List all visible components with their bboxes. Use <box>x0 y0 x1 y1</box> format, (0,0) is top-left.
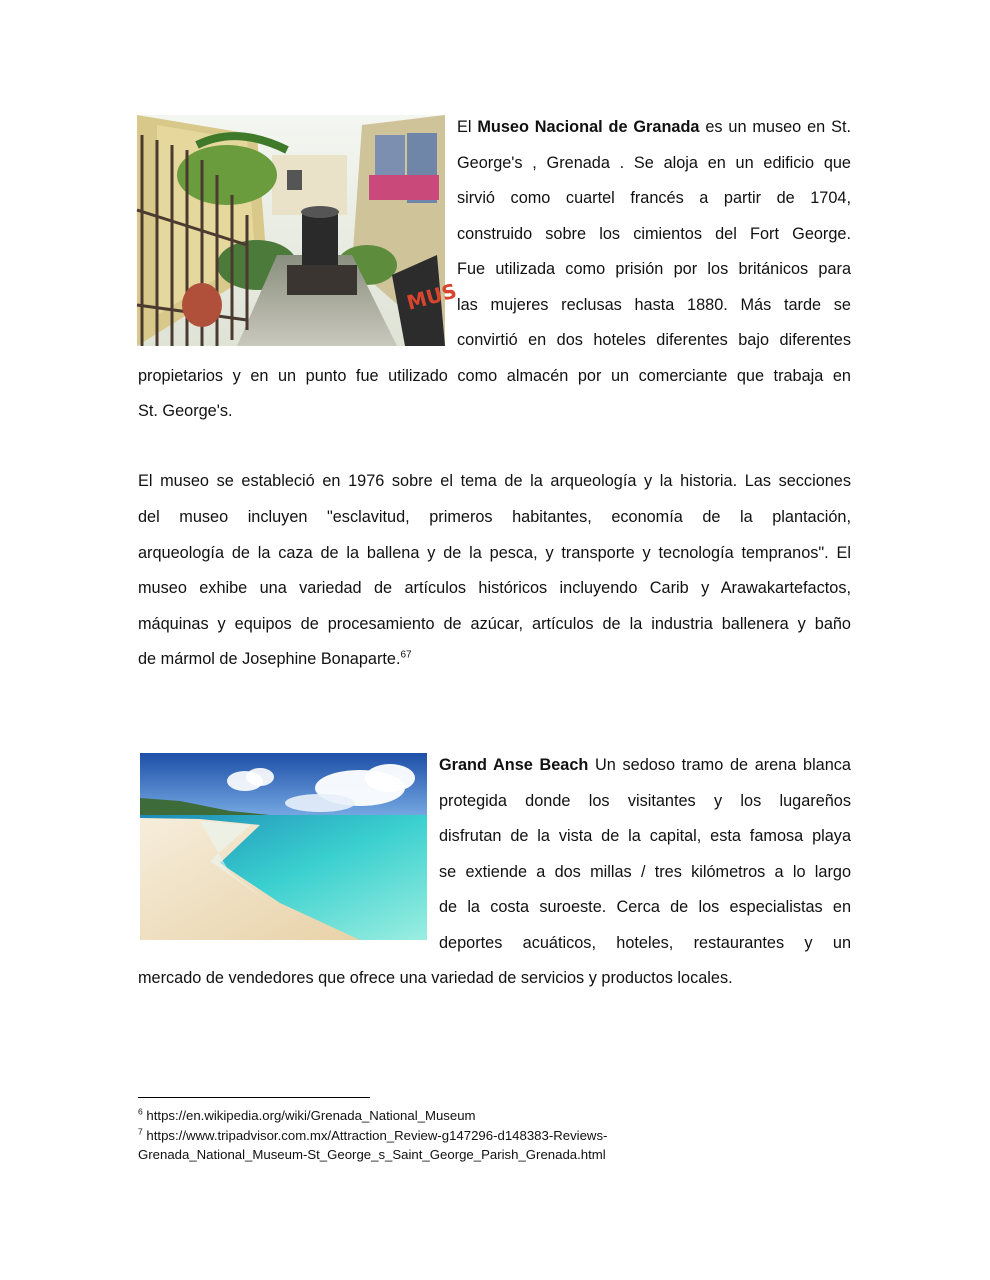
history-line-1: El museo se estableció en 1976 sobre el tema de la arqueología y la historia. Las secciones <box>138 472 851 490</box>
history-line-2: del museo incluyen "esclavitud, primeros habitantes, economía de la plantación, <box>138 508 851 526</box>
beach-line-3: disfrutan de la vista de la capital, esta famosa playa <box>439 827 851 845</box>
text: El <box>457 118 478 136</box>
footnote-6 <box>138 1107 476 1124</box>
museum-line-2: George's , Grenada . Se aloja en un edificio que <box>457 153 851 172</box>
beach-title: Grand Anse Beach <box>439 756 589 774</box>
footnote-ref[interactable]: 67 <box>400 649 412 661</box>
footnote-7-cont <box>138 1146 606 1163</box>
text: de mármol de Josephine Bonaparte. <box>138 650 401 668</box>
history-line-6 <box>138 642 851 678</box>
museum-line-5: Fue utilizada como prisión por los británicos para <box>457 260 851 278</box>
museum-line-6: las mujeres reclusas hasta 1880. Más tarde se <box>457 295 851 314</box>
text: es un museo en St. <box>699 118 851 136</box>
beach-line-5: de la costa suroeste. Cerca de los especialistas en <box>439 898 851 916</box>
history-line-5: máquinas y equipos de procesamiento de azúcar, artículos de la industria ballenera y baño <box>138 614 851 633</box>
beach-line-2: protegida donde los visitantes y los lugareños <box>439 791 851 810</box>
beach-line-6: deportes acuáticos, hoteles, restaurantes y un <box>439 933 851 952</box>
footnote-7 <box>138 1127 607 1144</box>
museum-line-4: construido sobre los cimientos del Fort George. <box>457 224 851 243</box>
text: Un sedoso tramo de arena blanca <box>588 756 851 774</box>
footnote-divider <box>138 1097 370 1098</box>
footnote-number: 6 <box>138 1106 143 1117</box>
museum-line-1 <box>457 110 851 146</box>
beach-photo <box>140 753 427 940</box>
svg-text:MUS: MUS <box>404 278 460 315</box>
footnote-link-continued[interactable]: Grenada_National_Museum-St_George_s_Saint_George_Parish_Grenada.html <box>138 1147 606 1162</box>
footnote-link[interactable]: https://en.wikipedia.org/wiki/Grenada_National_Museum <box>146 1108 476 1123</box>
footnote-number: 7 <box>138 1126 143 1137</box>
museum-line-3: sirvió como cuartel francés a partir de 1704, <box>457 189 851 207</box>
beach-line-1 <box>439 748 851 784</box>
beach-line-4: se extiende a dos millas / tres kilómetros a lo largo <box>439 862 851 881</box>
beach-line-7: mercado de vendedores que ofrece una variedad de servicios y productos locales. <box>138 969 733 987</box>
museum-line-7: convirtió en dos hoteles diferentes bajo diferentes <box>457 331 851 349</box>
history-line-3: arqueología de la caza de la ballena y de la pesca, y transporte y tecnología tempranos". El <box>138 543 851 562</box>
museum-title: Museo Nacional de Granada <box>477 118 700 136</box>
history-line-4: museo exhibe una variedad de artículos históricos incluyendo Carib y Arawakartefactos, <box>138 579 851 597</box>
museum-photo <box>137 115 460 346</box>
museum-line-8: propietarios y en un punto fue utilizado como almacén por un comerciante que trabaja en <box>138 366 851 385</box>
museum-line-9: St. George's. <box>138 402 233 420</box>
footnote-link[interactable]: https://www.tripadvisor.com.mx/Attraction_Review-g147296-d148383-Reviews- <box>146 1128 608 1143</box>
